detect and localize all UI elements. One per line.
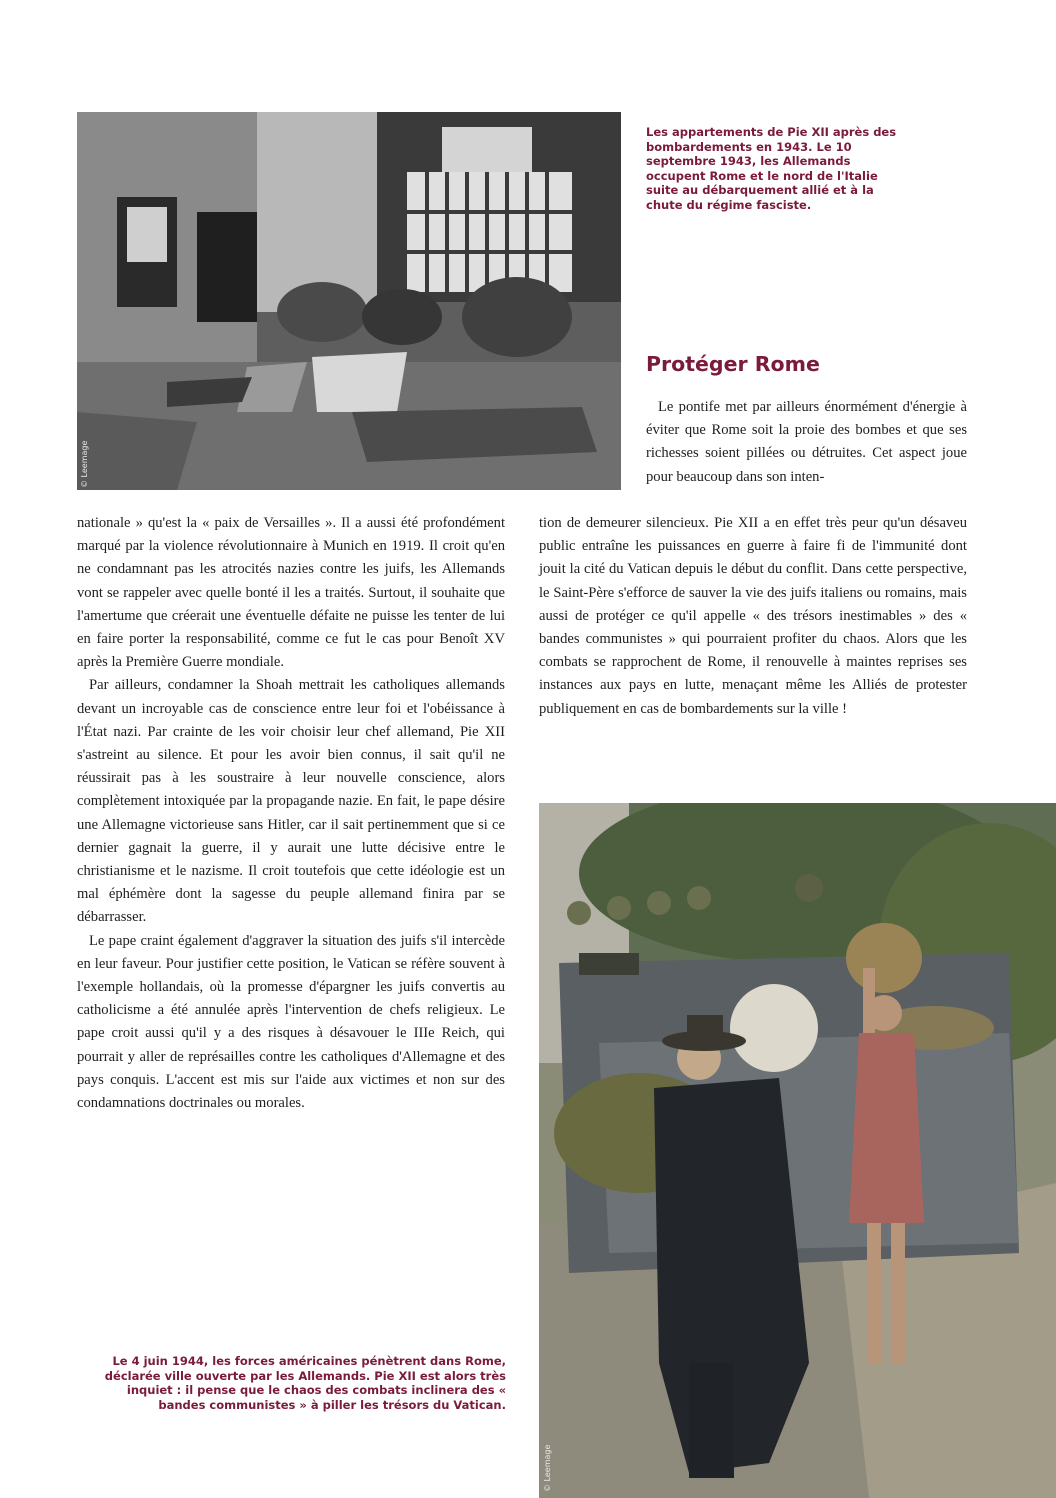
paragraph-intro: Le pontife met par ailleurs énormément d'énergie à éviter que Rome soit la proie des bombes et que ses richesses soient pillées ou détruites. Cet aspect joue pour beaucoup dans son inten-: [646, 399, 967, 485]
paragraph-continuation: tion de demeurer silencieux. Pie XII a en effet très peur qu'un désaveu public entraîne les puissances en guerre à faire fi de l'immunité dont jouit la cité du Vatican depuis le début du conflit. Dans cette perspective, le Saint-Père s'efforce de sauver la vie des juifs italiens ou romains, mais aussi de protéger ce qu'il appelle « des trésors inestimables » des « bandes communistes » qui pourraient profiter du chaos. Alors que les combats se rapprochent de Rome, il renouvelle à maintes reprises ses instances aux pays en lutte, menaçant même les Alliés de protester publiquement en cas de bombardements sur la ville !: [539, 515, 967, 717]
section-title: Protéger Rome: [646, 352, 820, 376]
left-column: [77, 512, 505, 1115]
photo-caption-bottom: Le 4 juin 1944, les forces américaines pénètrent dans Rome, déclarée ville ouverte par les Allemands. Pie XII est alors très inquiet : il pense que le chaos des combats inclinera des « bandes communistes » à piller les trésors du Vatican.: [104, 1354, 506, 1412]
paragraph: nationale » qu'est la « paix de Versailles ». Il a aussi été profondément marqué par la violence révolutionnaire à Munich en 1919. Il croit qu'en ne condamnant pas les atrocités nazies contre les juifs, les Allemands vont se rappeler avec quelle bonté il les a traités. Surtout, il souhaite que l'amertume que créerait une éventuelle défaite ne puisse les tenter de lui en faire porter la responsabilité, comme ce fut le cas pour Benoît XV après la Première Guerre mondiale.: [77, 515, 505, 671]
bombed-apartment-photo: [77, 112, 621, 490]
photo-credit-top: © Leemage: [80, 440, 89, 488]
right-column-continuation: [539, 512, 967, 721]
right-column-intro: [646, 396, 967, 489]
paragraph: Le pape craint également d'aggraver la situation des juifs s'il intercède en leur faveur. Pour justifier cette position, le Vatican se réfère souvent à l'exemple hollandais, où la promesse d'épargner les juifs convertis au catholicisme a été annulée après l'intervention de chefs religieux. Le pape croit aussi qu'il y a des risques à désavouer le IIIe Reich, qui pourrait y aller de représailles contre les catholiques d'Allemagne et des pays conquis. L'accent est mis sur l'aide aux victimes et non sur des condamnations doctrinales ou morales.: [77, 932, 505, 1112]
paragraph: Par ailleurs, condamner la Shoah mettrait les catholiques allemands devant un incroyable cas de conscience entre leur foi et l'obéissance à l'État nazi. Par crainte de les voir choisir leur chef allemand, Pie XII s'astreint au silence. Et pour les avoir bien connus, il sait qu'il ne réussirait pas à les soustraire à leur nouvelle conscience, alors complètement intoxiquée par la propagande nazie. En fait, le pape désire une Allemagne victorieuse sans Hitler, car il sait pertinemment que si ce dernier gagnait la guerre, il y aurait une lutte décisive entre le christianisme et le nazisme. Il croit toutefois que cette idéologie est un mal éphémère dont la sagesse du peuple allemand finira par se débarrasser.: [77, 677, 505, 926]
photo-caption-top: Les appartements de Pie XII après des bombardements en 1943. Le 10 septembre 1943, les Allemands occupent Rome et le nord de l'Italie suite au débarquement allié et à la chute du régime fasciste.: [646, 125, 897, 212]
photo-credit-bottom: © Leemage: [543, 1444, 552, 1492]
troops-entering-rome-photo: [539, 803, 1056, 1498]
